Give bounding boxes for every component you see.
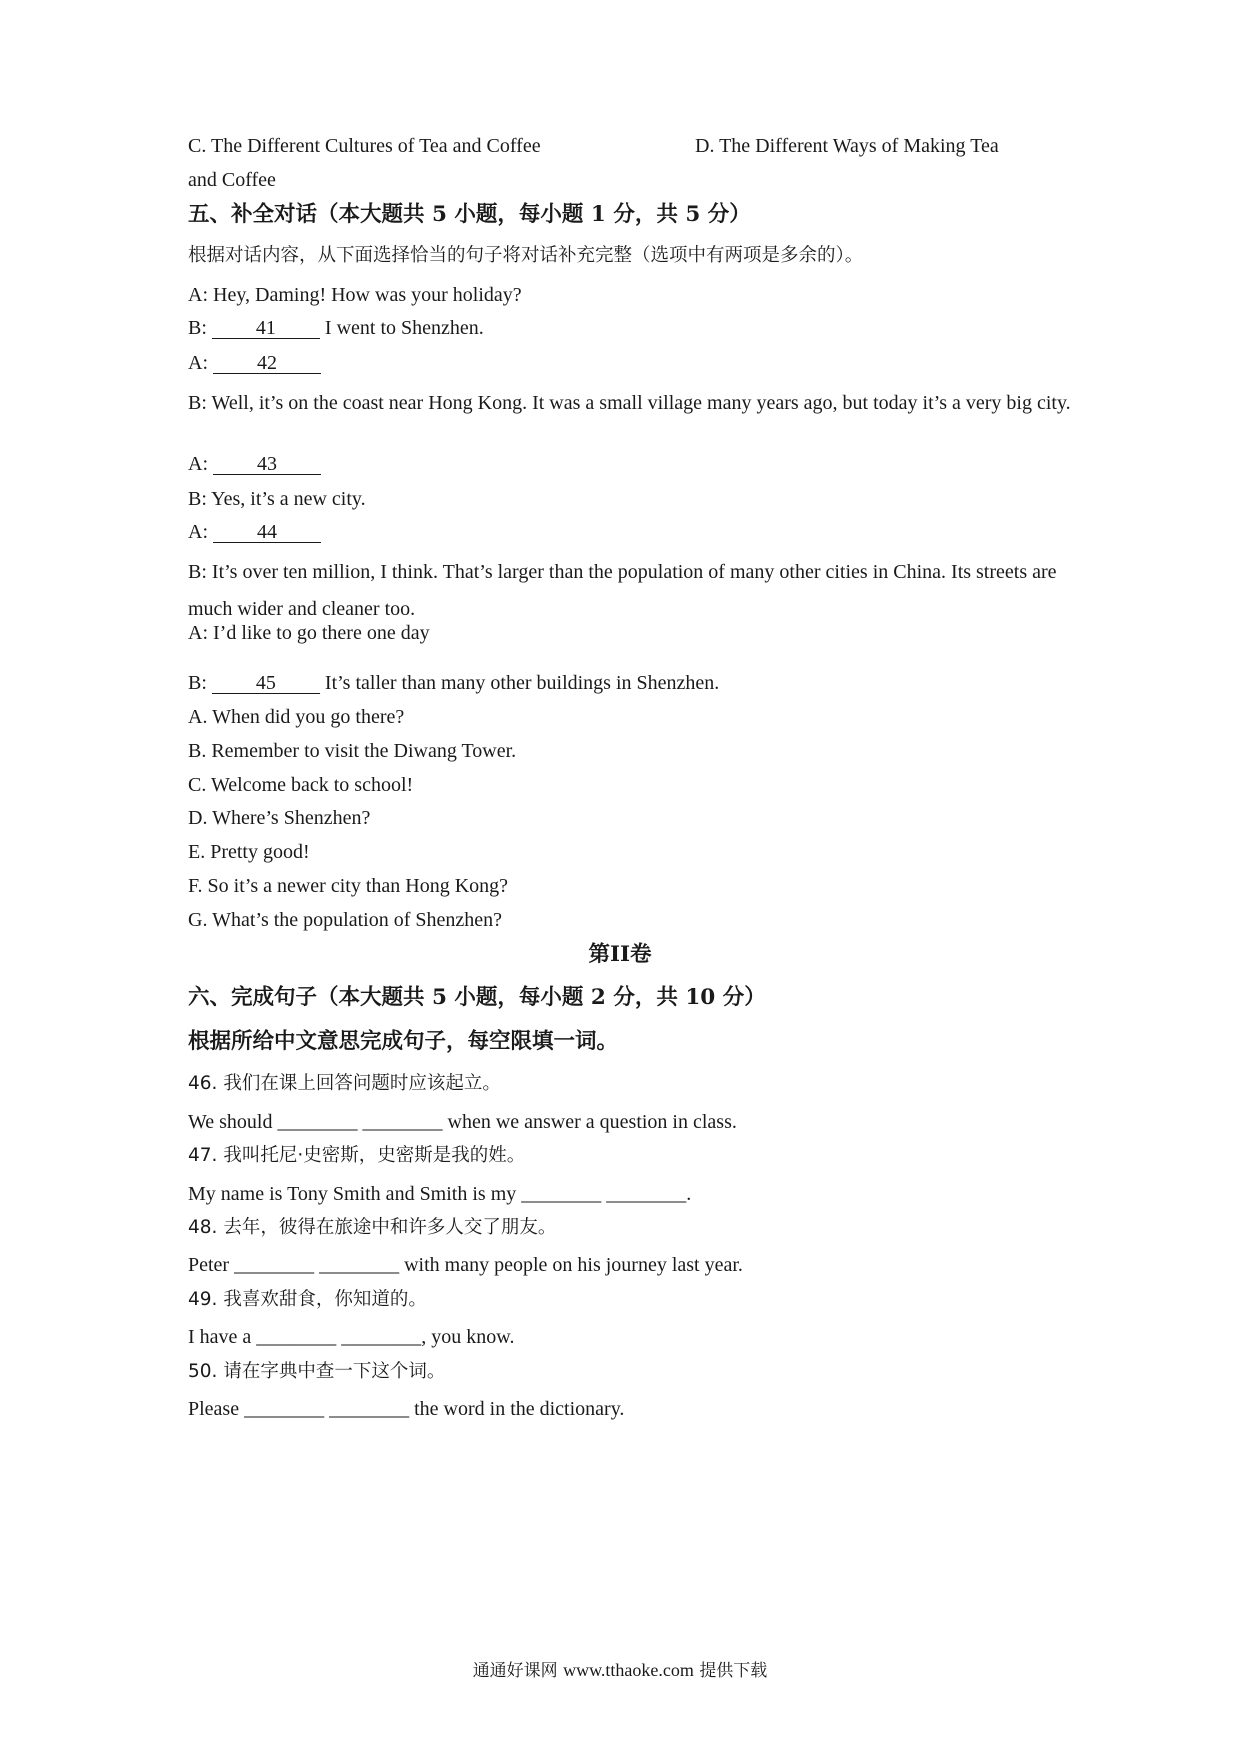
dialogue-line-10 — [188, 671, 1080, 695]
question-49-en — [188, 1325, 1080, 1349]
speaker: B: — [188, 317, 207, 339]
blank-43[interactable]: 43 — [213, 454, 321, 475]
option-c: C. Welcome back to school! — [188, 774, 414, 796]
dialogue-line-9 — [188, 621, 1080, 645]
speaker: A: — [188, 622, 208, 644]
sentence-post: when we answer a question in class. — [447, 1111, 737, 1133]
answer-blank[interactable]: ________ ________ — [244, 1398, 410, 1420]
question-50-en — [188, 1397, 1080, 1421]
question-number: 49. — [188, 1289, 218, 1310]
dialogue-text: It’s over ten million, I think. That’s larger than the population of many other cities in China. Its streets are much wider and cleaner too. — [188, 561, 1057, 620]
question-48-cn — [188, 1216, 1080, 1240]
blank-45[interactable]: 45 — [212, 673, 320, 694]
sentence-pre: We should — [188, 1111, 273, 1133]
option-a: A. When did you go there? — [188, 706, 405, 728]
footer-site-name: 通通好课网 — [472, 1661, 558, 1681]
sentence-post: , you know. — [421, 1326, 515, 1348]
sentence-post: . — [686, 1183, 692, 1205]
dialogue-line-1 — [188, 283, 1080, 307]
dialogue-line-2 — [188, 316, 1080, 340]
footer-url[interactable]: www.tthaoke.com — [563, 1660, 694, 1680]
page-footer — [0, 1656, 1240, 1681]
section6-instruction: 根据所给中文意思完成句子，每空限填一词。 — [188, 1029, 619, 1054]
speaker: A: — [188, 453, 208, 475]
blank-44[interactable]: 44 — [213, 522, 321, 543]
speaker: A: — [188, 521, 208, 543]
blank-41[interactable]: 41 — [212, 318, 320, 339]
option-d: D. Where’s Shenzhen? — [188, 807, 371, 829]
sentence-post: the word in the dictionary. — [414, 1398, 625, 1420]
option-d-continuation: and Coffee — [188, 169, 276, 191]
section5-instruction: 根据对话内容，从下面选择恰当的句子将对话补充完整（选项中有两项是多余的）。 — [188, 245, 864, 266]
dialogue-text: It’s taller than many other buildings in Shenzhen. — [324, 672, 720, 694]
question-chinese: 我们在课上回答问题时应该起立。 — [223, 1073, 501, 1094]
dialogue-text: Yes, it’s a new city. — [211, 488, 366, 510]
dialogue-line-6 — [188, 487, 1080, 511]
speaker: B: — [188, 561, 207, 583]
dialogue-text: I’d like to go there one day — [213, 622, 430, 644]
question-47-en — [188, 1182, 1080, 1206]
question-chinese: 我喜欢甜食，你知道的。 — [223, 1289, 427, 1310]
question-number: 50. — [188, 1361, 218, 1382]
part2-title: 第II卷 — [588, 942, 652, 967]
dialogue-line-8 — [188, 554, 1080, 628]
question-48-en — [188, 1253, 1080, 1277]
question-chinese: 我叫托尼·史密斯，史密斯是我的姓。 — [223, 1145, 526, 1166]
question-chinese: 请在字典中查一下这个词。 — [223, 1361, 446, 1382]
blank-42[interactable]: 42 — [213, 353, 321, 374]
dialogue-text: Well, it’s on the coast near Hong Kong. It was a small village many years ago, but today it’s a very big city. — [211, 392, 1071, 414]
question-46-cn — [188, 1072, 1080, 1096]
sentence-pre: Please — [188, 1398, 240, 1420]
sentence-post: with many people on his journey last year. — [404, 1254, 743, 1276]
dialogue-text: I went to Shenzhen. — [324, 317, 484, 339]
speaker: A: — [188, 352, 208, 374]
option-b: B. Remember to visit the Diwang Tower. — [188, 740, 517, 762]
section5-title: 五、补全对话（本大题共 5 小题，每小题 1 分，共 5 分） — [188, 202, 751, 227]
option-d-text: D. The Different Ways of Making Tea — [695, 135, 999, 157]
option-d-prev — [695, 134, 1080, 158]
sentence-pre: Peter — [188, 1254, 230, 1276]
question-46-en — [188, 1110, 1080, 1134]
sentence-pre: I have a — [188, 1326, 252, 1348]
speaker: B: — [188, 672, 207, 694]
speaker: A: — [188, 284, 208, 306]
speaker: B: — [188, 392, 207, 414]
section6-title: 六、完成句子（本大题共 5 小题，每小题 2 分，共 10 分） — [188, 985, 766, 1010]
speaker: B: — [188, 488, 207, 510]
sentence-pre: My name is Tony Smith and Smith is my — [188, 1183, 517, 1205]
question-50-cn — [188, 1360, 1080, 1384]
question-chinese: 去年，彼得在旅途中和许多人交了朋友。 — [223, 1217, 557, 1238]
question-49-cn — [188, 1288, 1080, 1312]
dialogue-text: Hey, Daming! How was your holiday? — [213, 284, 522, 306]
question-number: 46. — [188, 1073, 218, 1094]
dialogue-line-4 — [188, 385, 1080, 422]
question-number: 47. — [188, 1145, 218, 1166]
option-g: G. What’s the population of Shenzhen? — [188, 909, 503, 931]
answer-blank[interactable]: ________ ________ — [256, 1326, 422, 1348]
dialogue-line-3 — [188, 351, 1080, 375]
footer-download-text: 提供下载 — [699, 1661, 768, 1681]
answer-blank[interactable]: ________ ________ — [521, 1183, 687, 1205]
option-f: F. So it’s a newer city than Hong Kong? — [188, 875, 509, 897]
answer-blank[interactable]: ________ ________ — [277, 1111, 443, 1133]
question-47-cn — [188, 1144, 1080, 1168]
dialogue-line-7 — [188, 520, 1080, 544]
answer-blank[interactable]: ________ ________ — [234, 1254, 400, 1276]
option-c-text: C. The Different Cultures of Tea and Coffee — [188, 135, 541, 157]
dialogue-line-5 — [188, 452, 1080, 476]
question-number: 48. — [188, 1217, 218, 1238]
option-e: E. Pretty good! — [188, 841, 310, 863]
